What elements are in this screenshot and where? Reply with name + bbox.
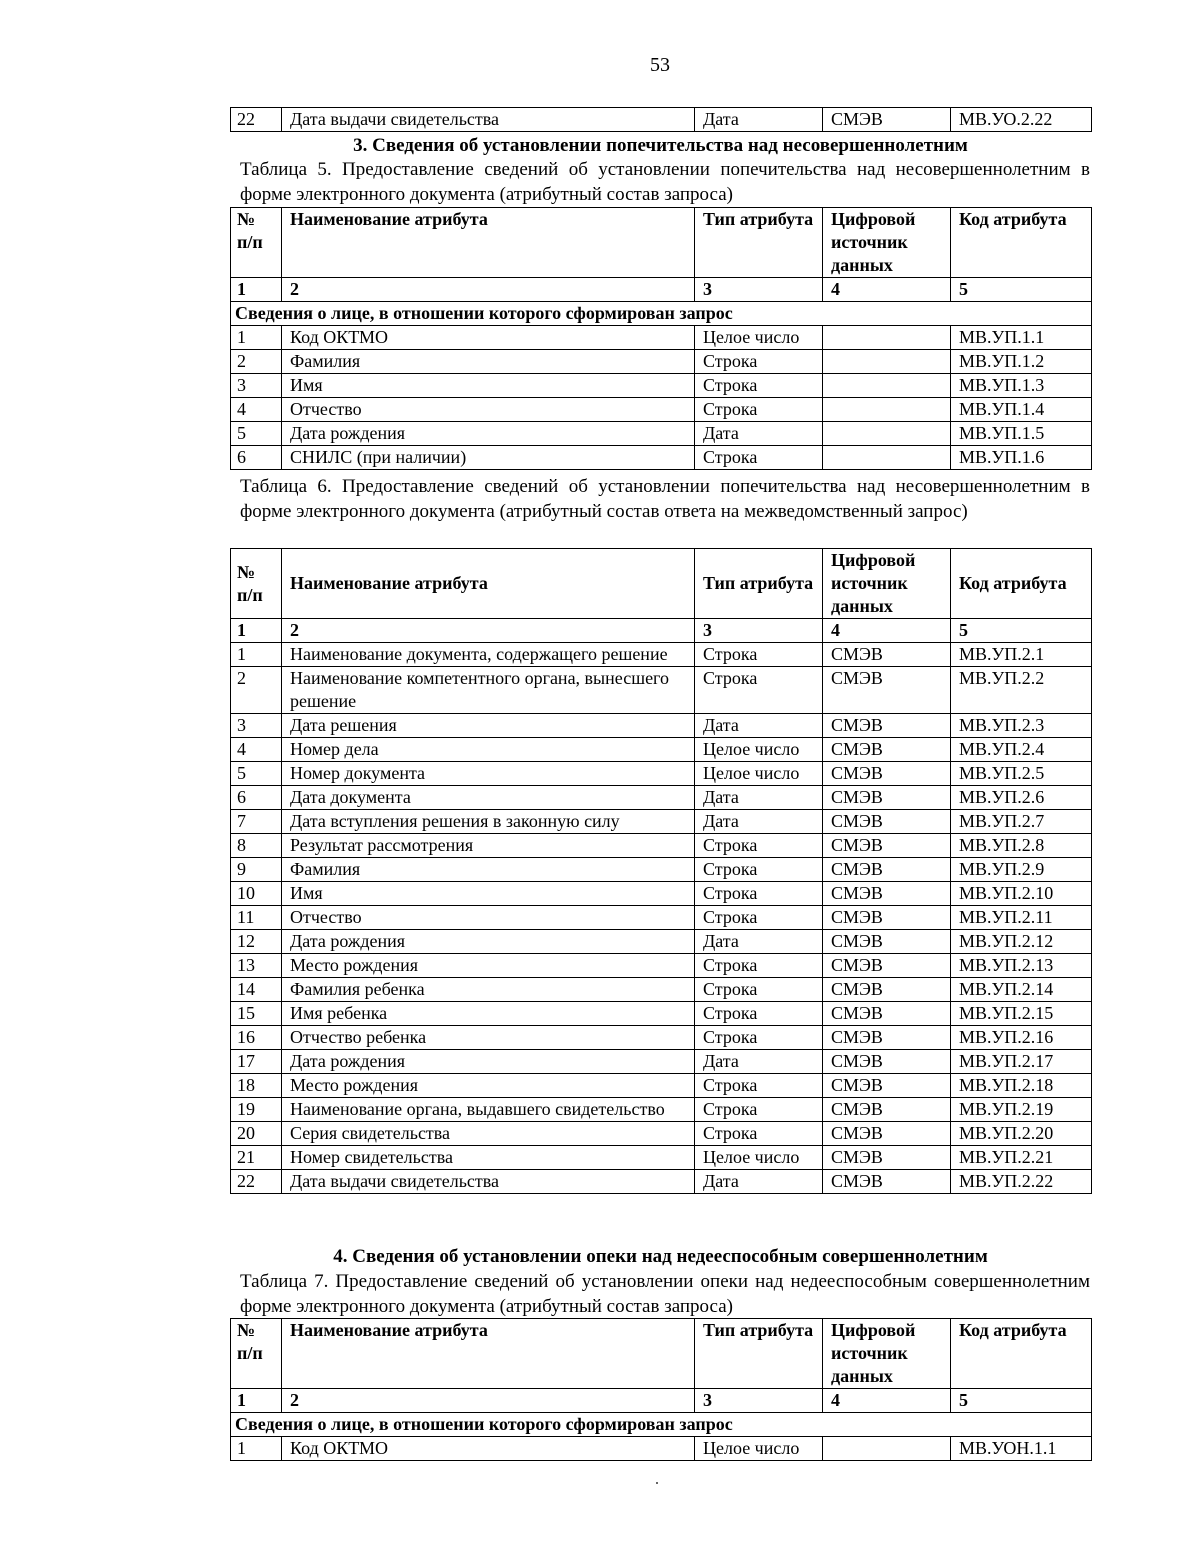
cell-number: 3 [231,374,282,398]
table-row [231,1437,1092,1461]
table-row [231,954,1092,978]
cell-data-source [823,326,951,350]
table-5-caption: Таблица 5. Предоставление сведений об установлении попечительства над несовершеннолетним в форме электронного документа (атрибутный состав запроса) [240,159,1090,205]
cell-attribute-code: МВ.УП.2.18 [951,1074,1092,1098]
column-header: Код атрибута [951,208,1092,278]
cell-attribute-type: Дата [695,422,823,446]
cell-attribute-name: Отчество [282,906,695,930]
cell-data-source: СМЭВ [823,738,951,762]
column-header: № п/п [231,208,282,278]
cell-number: 9 [231,858,282,882]
cell-number: 4 [231,738,282,762]
cell-attribute-type: Дата [695,108,823,132]
column-number: 1 [231,1389,282,1413]
table-row [231,882,1092,906]
cell-number: 1 [231,643,282,667]
table-4-tail [230,107,1092,132]
cell-attribute-name: Код ОКТМО [282,1437,695,1461]
column-number-row [231,278,1092,302]
cell-data-source: СМЭВ [823,858,951,882]
cell-number: 3 [231,714,282,738]
cell-data-source [823,350,951,374]
cell-attribute-name: Наименование компетентного органа, вынесшего решение [282,667,695,714]
cell-data-source: СМЭВ [823,1074,951,1098]
cell-attribute-name: Фамилия ребенка [282,978,695,1002]
cell-attribute-code: МВ.УП.1.5 [951,422,1092,446]
cell-attribute-code: МВ.УП.2.6 [951,786,1092,810]
cell-attribute-type: Строка [695,1098,823,1122]
table-row [231,906,1092,930]
cell-attribute-code: МВ.УП.2.3 [951,714,1092,738]
table-row [231,930,1092,954]
cell-attribute-type: Дата [695,1050,823,1074]
cell-data-source: СМЭВ [823,1050,951,1074]
column-number: 4 [823,619,951,643]
table-row [231,1122,1092,1146]
cell-attribute-type: Целое число [695,1437,823,1461]
group-title: Сведения о лице, в отношении которого сформирован запрос [231,302,1092,326]
cell-attribute-type: Строка [695,1002,823,1026]
cell-number: 2 [231,350,282,374]
cell-attribute-code: МВ.УП.2.21 [951,1146,1092,1170]
column-header: Цифровой источник данных [823,1319,951,1389]
cell-attribute-code: МВ.УП.2.15 [951,1002,1092,1026]
column-header: Наименование атрибута [282,549,695,619]
cell-data-source: СМЭВ [823,1098,951,1122]
column-number: 3 [695,1389,823,1413]
cell-attribute-code: МВ.УП.2.5 [951,762,1092,786]
cell-data-source: СМЭВ [823,786,951,810]
cell-attribute-code: МВ.УП.1.6 [951,446,1092,470]
column-number: 2 [282,278,695,302]
cell-number: 10 [231,882,282,906]
table-6 [230,548,1092,1194]
column-header: № п/п [231,549,282,619]
cell-attribute-type: Строка [695,906,823,930]
table-row [231,667,1092,714]
cell-data-source: СМЭВ [823,714,951,738]
table-row [231,1050,1092,1074]
cell-attribute-type: Строка [695,834,823,858]
cell-attribute-name: Наименование документа, содержащего решение [282,643,695,667]
cell-attribute-name: Дата рождения [282,930,695,954]
column-header: Цифровой источник данных [823,208,951,278]
cell-data-source: СМЭВ [823,108,951,132]
cell-number: 22 [231,1170,282,1194]
cell-attribute-code: МВ.УП.2.1 [951,643,1092,667]
cell-attribute-name: Место рождения [282,954,695,978]
cell-attribute-type: Дата [695,810,823,834]
table-row [231,350,1092,374]
cell-attribute-type: Целое число [695,738,823,762]
cell-data-source: СМЭВ [823,882,951,906]
table-header-row [231,549,1092,619]
cell-attribute-name: Дата рождения [282,422,695,446]
cell-number: 22 [231,108,282,132]
table-header-row [231,1319,1092,1389]
cell-attribute-name: Место рождения [282,1074,695,1098]
cell-attribute-name: Дата вступления решения в законную силу [282,810,695,834]
cell-attribute-name: Серия свидетельства [282,1122,695,1146]
cell-attribute-type: Строка [695,1074,823,1098]
column-header: Тип атрибута [695,549,823,619]
table-row [231,1146,1092,1170]
cell-attribute-code: МВ.УП.2.13 [951,954,1092,978]
cell-attribute-code: МВ.УП.2.17 [951,1050,1092,1074]
column-header: Наименование атрибута [282,1319,695,1389]
column-number: 5 [951,1389,1092,1413]
cell-attribute-code: МВ.УП.1.4 [951,398,1092,422]
section-4-heading: 4. Сведения об установлении опеки над недееспособным совершеннолетним [333,1246,988,1267]
column-header: Код атрибута [951,549,1092,619]
cell-number: 19 [231,1098,282,1122]
column-number: 2 [282,1389,695,1413]
cell-data-source: СМЭВ [823,954,951,978]
cell-attribute-name: Код ОКТМО [282,326,695,350]
cell-number: 21 [231,1146,282,1170]
cell-number: 1 [231,1437,282,1461]
cell-attribute-code: МВ.УП.1.2 [951,350,1092,374]
table-6-caption: Таблица 6. Предоставление сведений об установлении попечительства над несовершеннолетним в форме электронного документа (атрибутный состав ответа на межведомственный запрос) [240,476,1090,522]
table-row [231,810,1092,834]
cell-data-source: СМЭВ [823,1122,951,1146]
cell-data-source: СМЭВ [823,1170,951,1194]
column-header: № п/п [231,1319,282,1389]
group-title: Сведения о лице, в отношении которого сформирован запрос [231,1413,1092,1437]
cell-attribute-name: Номер дела [282,738,695,762]
cell-attribute-name: Отчество [282,398,695,422]
cell-attribute-name: Имя [282,374,695,398]
cell-attribute-name: Дата решения [282,714,695,738]
column-header: Тип атрибута [695,1319,823,1389]
cell-attribute-type: Строка [695,1026,823,1050]
table-row [231,1170,1092,1194]
cell-number: 1 [231,326,282,350]
table-row [231,643,1092,667]
column-number: 3 [695,619,823,643]
cell-number: 4 [231,398,282,422]
cell-attribute-code: МВ.УП.2.11 [951,906,1092,930]
cell-attribute-code: МВ.УО.2.22 [951,108,1092,132]
cell-data-source: СМЭВ [823,834,951,858]
cell-attribute-code: МВ.УП.2.16 [951,1026,1092,1050]
cell-data-source: СМЭВ [823,1146,951,1170]
column-number: 5 [951,619,1092,643]
cell-attribute-type: Дата [695,930,823,954]
table-row [231,978,1092,1002]
cell-attribute-type: Строка [695,1122,823,1146]
cell-data-source [823,1437,951,1461]
cell-number: 6 [231,446,282,470]
column-header: Цифровой источник данных [823,549,951,619]
cell-attribute-name: Номер свидетельства [282,1146,695,1170]
scan-speck [656,1482,658,1484]
section-3-heading: 3. Сведения об установлении попечительства над несовершеннолетним [353,135,968,156]
cell-data-source: СМЭВ [823,1026,951,1050]
table-row [231,374,1092,398]
table-row [231,398,1092,422]
cell-number: 5 [231,422,282,446]
cell-number: 8 [231,834,282,858]
cell-attribute-code: МВ.УП.1.3 [951,374,1092,398]
table-row [231,858,1092,882]
column-number: 2 [282,619,695,643]
cell-attribute-type: Строка [695,667,823,714]
cell-attribute-type: Строка [695,954,823,978]
table-row [231,786,1092,810]
cell-attribute-code: МВ.УП.2.10 [951,882,1092,906]
cell-attribute-code: МВ.УП.2.7 [951,810,1092,834]
cell-number: 5 [231,762,282,786]
cell-attribute-code: МВ.УП.1.1 [951,326,1092,350]
table-row [231,108,1092,132]
table-row [231,1098,1092,1122]
cell-number: 16 [231,1026,282,1050]
cell-number: 11 [231,906,282,930]
column-number: 4 [823,1389,951,1413]
table-row [231,1002,1092,1026]
table-row [231,326,1092,350]
cell-data-source [823,446,951,470]
cell-attribute-code: МВ.УОН.1.1 [951,1437,1092,1461]
cell-attribute-type: Строка [695,350,823,374]
column-number-row [231,1389,1092,1413]
cell-attribute-type: Целое число [695,326,823,350]
column-number-row [231,619,1092,643]
cell-attribute-name: Имя [282,882,695,906]
cell-number: 20 [231,1122,282,1146]
cell-attribute-name: Отчество ребенка [282,1026,695,1050]
cell-number: 7 [231,810,282,834]
cell-attribute-code: МВ.УП.2.14 [951,978,1092,1002]
cell-data-source: СМЭВ [823,906,951,930]
group-row [231,302,1092,326]
cell-attribute-code: МВ.УП.2.4 [951,738,1092,762]
cell-attribute-name: СНИЛС (при наличии) [282,446,695,470]
cell-attribute-code: МВ.УП.2.8 [951,834,1092,858]
cell-attribute-type: Строка [695,858,823,882]
column-header: Наименование атрибута [282,208,695,278]
cell-attribute-name: Номер документа [282,762,695,786]
cell-number: 2 [231,667,282,714]
table-row [231,834,1092,858]
column-header: Тип атрибута [695,208,823,278]
cell-attribute-name: Имя ребенка [282,1002,695,1026]
cell-data-source: СМЭВ [823,810,951,834]
column-header: Код атрибута [951,1319,1092,1389]
cell-number: 6 [231,786,282,810]
cell-attribute-type: Дата [695,714,823,738]
column-number: 4 [823,278,951,302]
cell-number: 15 [231,1002,282,1026]
group-row [231,1413,1092,1437]
cell-attribute-name: Дата выдачи свидетельства [282,1170,695,1194]
column-number: 5 [951,278,1092,302]
table-7 [230,1318,1092,1461]
cell-data-source [823,398,951,422]
table-row [231,714,1092,738]
cell-number: 18 [231,1074,282,1098]
cell-attribute-type: Строка [695,978,823,1002]
cell-attribute-type: Строка [695,398,823,422]
cell-attribute-type: Строка [695,446,823,470]
cell-attribute-type: Целое число [695,1146,823,1170]
column-number: 1 [231,619,282,643]
cell-attribute-name: Дата документа [282,786,695,810]
cell-attribute-type: Строка [695,882,823,906]
table-5 [230,207,1092,470]
cell-number: 13 [231,954,282,978]
table-header-row [231,208,1092,278]
cell-attribute-code: МВ.УП.2.20 [951,1122,1092,1146]
page-number: 53 [650,54,670,76]
table-row [231,446,1092,470]
column-number: 1 [231,278,282,302]
cell-data-source: СМЭВ [823,930,951,954]
cell-data-source [823,422,951,446]
cell-data-source: СМЭВ [823,1002,951,1026]
cell-data-source: СМЭВ [823,643,951,667]
table-row [231,1074,1092,1098]
cell-data-source: СМЭВ [823,978,951,1002]
table-row [231,762,1092,786]
cell-data-source [823,374,951,398]
cell-attribute-code: МВ.УП.2.2 [951,667,1092,714]
cell-number: 12 [231,930,282,954]
cell-attribute-type: Строка [695,374,823,398]
cell-attribute-type: Дата [695,786,823,810]
cell-attribute-name: Дата рождения [282,1050,695,1074]
table-row [231,738,1092,762]
cell-attribute-name: Результат рассмотрения [282,834,695,858]
cell-number: 14 [231,978,282,1002]
cell-attribute-type: Целое число [695,762,823,786]
table-row [231,422,1092,446]
cell-attribute-code: МВ.УП.2.19 [951,1098,1092,1122]
table-7-caption: Таблица 7. Предоставление сведений об установлении опеки над недееспособным совершеннолетним форме электронного документа (атрибутный состав запроса) [240,1271,1090,1317]
column-number: 3 [695,278,823,302]
cell-data-source: СМЭВ [823,667,951,714]
cell-attribute-type: Дата [695,1170,823,1194]
cell-attribute-name: Наименование органа, выдавшего свидетельство [282,1098,695,1122]
cell-attribute-code: МВ.УП.2.12 [951,930,1092,954]
cell-data-source: СМЭВ [823,762,951,786]
cell-attribute-type: Строка [695,643,823,667]
table-row [231,1026,1092,1050]
cell-attribute-code: МВ.УП.2.22 [951,1170,1092,1194]
cell-attribute-name: Дата выдачи свидетельства [282,108,695,132]
cell-attribute-name: Фамилия [282,858,695,882]
cell-attribute-code: МВ.УП.2.9 [951,858,1092,882]
cell-attribute-name: Фамилия [282,350,695,374]
cell-number: 17 [231,1050,282,1074]
